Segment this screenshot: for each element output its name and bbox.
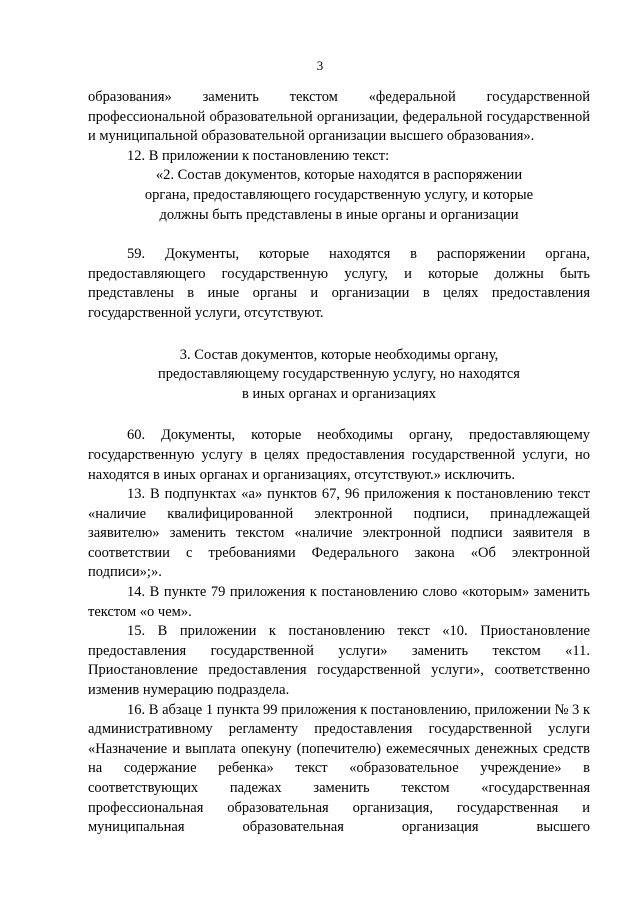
heading-3-line-2: предоставляющему государственную услугу, но находятся — [158, 366, 520, 383]
heading-3-line-1: 3. Состав документов, которые необходимы органу, — [179, 346, 499, 363]
paragraph-12: 12. В приложении к постановлению текст: — [127, 147, 390, 164]
page-number: 3 — [316, 58, 324, 73]
heading-3-line-3: в иных органах и организациях — [242, 385, 436, 402]
section-heading-3 — [88, 346, 590, 405]
paragraph-13: 13. В подпунктах «а» пунктов 67, 96 приложения к постановлению текст «наличие квалифицированной электронной подписи, принадлежащей заявителю» заменить текстом «наличие электронной подписи заявителя в соответствии с требованиями Федерального закона «Об электронной подписи»;». — [88, 486, 590, 581]
heading-2-line-2: органа, предоставляющего государственную услугу, и которые — [144, 186, 534, 203]
section-heading-2 — [88, 166, 590, 225]
paragraph-60: 60. Документы, которые необходимы органу, предоставляющему государственную услугу в целях предоставления государственной услуги, но находятся в иных органах и организациях, отсутствуют.» исключить. — [88, 427, 590, 483]
paragraph-59: 59. Документы, которые находятся в распоряжении органа, предоставляющего государственную услугу, и которые должны быть представлены в иные органы и организации в целях предоставления государственной услуги, отсутствуют. — [88, 246, 590, 321]
document-body — [88, 88, 590, 838]
heading-2-line-1: «2. Состав документов, которые находятся в распоряжении — [155, 167, 523, 184]
paragraph-16: 16. В абзаце 1 пункта 99 приложения к постановлению, приложении № 3 к административному регламенту предоставления государственной услуги «Назначение и выплата опекуну (попечителю) ежемесячных денежных средств на содержание ребенка» текст «образовательное учреждение» в соответствующих падежах заменить текстом «государственная профессиональная образовательная организация, государственная и муниципальная образовательная организация высшего — [88, 701, 590, 836]
heading-2-line-3: должны быть представлены в иные органы и организации — [159, 206, 519, 223]
paragraph-14: 14. В пункте 79 приложения к постановлению слово «которым» заменить текстом «о чем». — [88, 584, 590, 620]
paragraph-continuation: образования» заменить текстом «федеральной государственной профессиональной образовательной организации, федеральной государственной и муниципальной образовательной организации высшего образования». — [88, 89, 590, 145]
paragraph-15: 15. В приложении к постановлению текст «10. Приостановление предоставления государственной услуги» заменить текстом «11. Приостановление предоставления государственной услуги», соответственно изменив нумерацию подраздела. — [88, 623, 590, 699]
